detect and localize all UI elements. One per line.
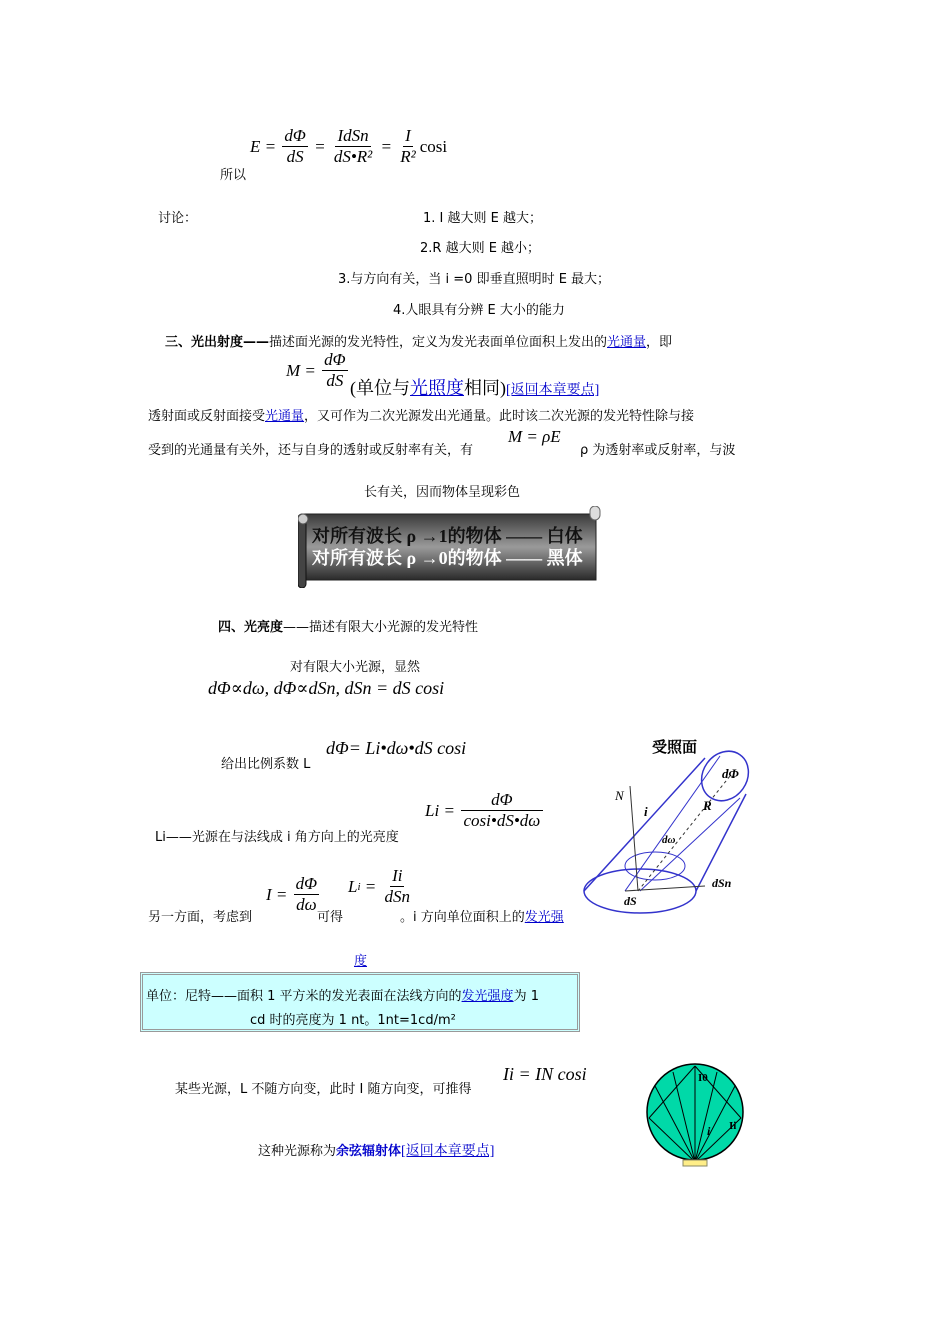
section-3-tail: ，即: [646, 335, 673, 350]
formula-proportional: dΦ∝dω, dΦ∝dSn, dSn = dS cosi: [208, 678, 445, 698]
coefficient-text: 给出比例系数 L: [221, 757, 311, 772]
formula-coefficient: dΦ= Li•dω•dS cosi: [326, 738, 467, 758]
section-3-heading: 三、光出射度——: [165, 335, 270, 350]
diagram-1-label-n: N: [615, 788, 624, 803]
fraction-3: $\frac{I}{\text{R²}}$: [400, 126, 416, 166]
unit-line-1: [146, 985, 539, 1004]
back-to-key-points-link-2[interactable]: [返回本章要点]: [401, 1144, 495, 1159]
cosine-radiator-name: 余弦辐射体: [336, 1144, 402, 1159]
section-4-line: [218, 616, 478, 635]
formula-i: I = $\frac{d\Phi}{d\omega}$: [266, 874, 318, 914]
fraction-2: $\frac{\text{IdSn}}{\text{dS•R²}}$: [333, 126, 373, 166]
sphere-label-ii: Ii: [729, 1120, 737, 1132]
discussion-item-2: 2.R 越大则 E 越小；: [420, 241, 541, 256]
unit-line-1-b: 为 1: [513, 989, 539, 1004]
formula-m-lhs: M: [286, 360, 301, 380]
transmit-line-2: [148, 439, 473, 458]
fraction-li-2: $\frac{Ii}{\text{dSn}}$: [384, 866, 411, 906]
direction-text-a: 。i 方向单位面积上的: [400, 910, 525, 925]
discussion-item-3: 3.与方向有关，当 i =0 即垂直照明时 E 最大；: [338, 272, 611, 287]
luminous-intensity-link[interactable]: 发光强: [524, 910, 564, 925]
illuminance-link[interactable]: 光照度: [410, 378, 464, 398]
section-3-line: [165, 331, 672, 350]
section-3-text: 描述面光源的发光特性，定义为发光表面单位面积上发出的: [269, 335, 608, 350]
luminous-intensity-link-2[interactable]: 度: [354, 954, 368, 969]
transmit-line-1-b: ，又可作为二次光源发出光通量。此时该二次光源的发光特性除与接: [304, 409, 695, 424]
diagram-1-label-r: R: [703, 798, 712, 813]
formula-1-lhs: E: [250, 136, 261, 156]
cosine-radiator-line: [258, 1140, 494, 1160]
formula-m: M = $\frac{d\Phi}{dS}$: [286, 350, 346, 390]
finite-source-text: 对有限大小光源，显然: [290, 660, 421, 675]
back-to-key-points-link[interactable]: [返回本章要点]: [506, 383, 600, 398]
diagram-1-label-ds: dS: [624, 894, 637, 908]
transmit-line-2-b: ρ 为透射率或反射率，与波: [580, 443, 736, 458]
section-4-text: ——描述有限大小光源的发光特性: [283, 620, 479, 635]
diagram-1-title: 受照面: [652, 740, 698, 756]
transmit-line-3: 长有关，因而物体呈现彩色: [364, 485, 521, 500]
cosine-sphere-svg: [645, 1062, 749, 1170]
unit-box: [140, 972, 580, 1032]
formula-1-tail: cosi: [419, 136, 448, 156]
unit-line-2: cd 时的亮度为 1 nt。1nt=1cd/m²: [250, 1013, 456, 1028]
transmit-line-1: [148, 405, 694, 424]
sphere-label-i: i: [707, 1124, 711, 1138]
section-4-heading: 四、光亮度: [218, 620, 284, 635]
formula-cosine: Ii = IN cosi: [503, 1064, 587, 1084]
formula-li: Li = $\frac{d\Phi}{\cos i•dS•d\omega}$: [425, 790, 545, 831]
transmit-line-2-a: 受到的光通量有关外，还与自身的透射或反射率有关，有: [148, 443, 474, 458]
formula-m-rho-e: M = ρE: [508, 427, 561, 446]
unit-line-1-a: 单位：尼特——面积 1 平方米的发光表面在法线方向的: [146, 989, 462, 1004]
unit-note-open: (单位与: [350, 378, 410, 398]
other-side-text: 另一方面，考虑到: [148, 910, 253, 925]
illumination-diagram-svg: [580, 736, 760, 926]
fraction-li: $\frac{d\Phi}{\cos i•dS•d\omega}$: [461, 790, 542, 831]
formula-li-lhs: Li: [425, 800, 440, 820]
unit-note-close: 相同): [464, 378, 506, 398]
fraction-1: $\frac{d\Phi}{dS}$: [284, 126, 306, 166]
formula-1-prefix: 所以: [220, 168, 247, 183]
diagram-1-label-i: i: [644, 804, 648, 819]
formula-1: E = $\frac{d\Phi}{dS}$ = $\frac{\text{IdSn}}{\text{dS•R²}}$ = $\frac{I}{\text{R²}}$ cosi: [250, 126, 448, 166]
fraction-i: $\frac{d\Phi}{d\omega}$: [295, 874, 318, 914]
luminous-flux-link[interactable]: 光通量: [607, 335, 647, 350]
banner-line-2: 对所有波长 ρ →0的物体 —— 黑体: [312, 548, 583, 568]
discussion-label: 讨论：: [158, 211, 198, 226]
formula-li-2: L i = $\frac{Ii}{\text{dSn}}$: [348, 866, 411, 906]
sphere-label-i0: I0: [698, 1072, 708, 1084]
diagram-1-label-dphi: dΦ: [722, 766, 739, 781]
direction-text: [400, 906, 564, 925]
luminous-intensity-link-3[interactable]: 发光强度: [461, 989, 514, 1004]
li-definition: Li——光源在与法线成 i 角方向上的光亮度: [155, 830, 399, 845]
transmit-line-1-a: 透射面或反射面接受: [148, 409, 266, 424]
scroll-banner: [298, 506, 602, 588]
discussion-item-4: 4.人眼具有分辨 E 大小的能力: [393, 303, 565, 318]
unit-note: [350, 374, 599, 400]
cosine-sphere-diagram: [645, 1062, 749, 1170]
diagram-1-label-dsn: dSn: [712, 876, 732, 890]
banner-line-1: 对所有波长 ρ →1的物体 —— 白体: [312, 526, 583, 546]
cosine-name-prefix: 这种光源称为: [258, 1144, 337, 1159]
diagram-1-label-domega: dω: [662, 834, 676, 846]
illumination-diagram: [580, 736, 760, 926]
discussion-item-1: 1. I 越大则 E 越大；: [423, 211, 542, 226]
fraction-m: $\frac{d\Phi}{dS}$: [324, 350, 346, 390]
can-get-text: 可得: [317, 910, 344, 925]
luminous-flux-link-2[interactable]: 光通量: [265, 409, 305, 424]
cosine-text: 某些光源，L 不随方向变，此时 I 随方向变，可推得: [175, 1082, 472, 1097]
